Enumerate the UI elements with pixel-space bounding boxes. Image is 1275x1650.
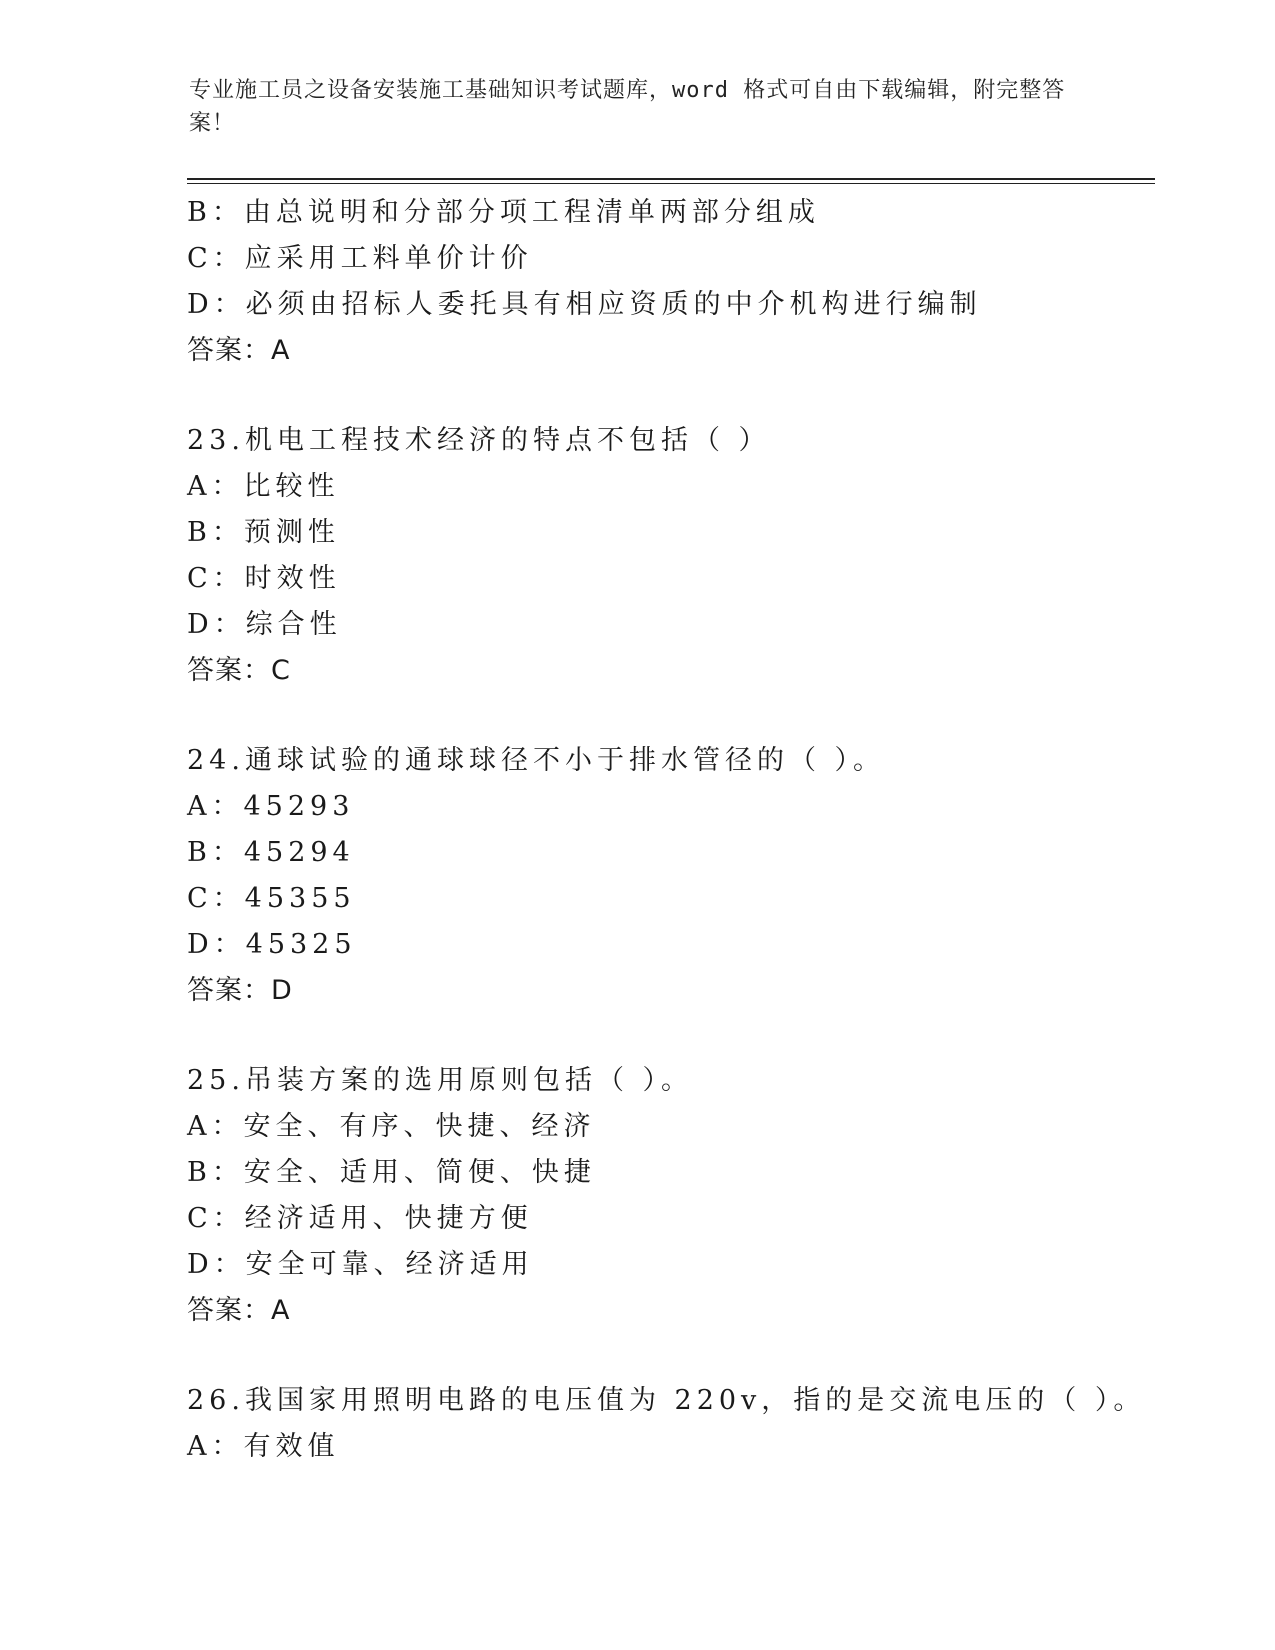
spacer [187,1014,1147,1058]
option-c: C：45355 [187,883,356,914]
continued-question [187,190,1147,374]
answer-line: 答案：A [187,335,291,366]
option-a: A：比较性 [187,471,340,502]
option-b: B：45294 [187,837,355,868]
header-rule-thick [187,178,1155,180]
option-c: C：应采用工料单价计价 [187,243,533,274]
option-a: A：有效值 [187,1431,340,1462]
question-25 [187,1058,1147,1334]
question-stem: 25.吊装方案的选用原则包括（ ）。 [187,1065,694,1096]
option-d: D：安全可靠、经济适用 [187,1249,534,1280]
question-list [187,190,1147,1470]
spacer [187,694,1147,738]
question-stem: 26.我国家用照明电路的电压值为 220v，指的是交流电压的（ ）。 [187,1385,1146,1416]
question-stem: 24.通球试验的通球球径不小于排水管径的（ ）。 [187,745,886,776]
question-26 [187,1378,1147,1470]
option-a: A：45293 [187,791,355,822]
option-b: B：由总说明和分部分项工程清单两部分组成 [187,197,820,228]
header-rule-thin [187,183,1155,184]
question-stem: 23.机电工程技术经济的特点不包括（ ） [187,425,771,456]
option-a: A：安全、有序、快捷、经济 [187,1111,596,1142]
spacer [187,374,1147,418]
option-c: C：时效性 [187,563,341,594]
question-23 [187,418,1147,694]
option-c: C：经济适用、快捷方便 [187,1203,533,1234]
option-d: D：综合性 [187,609,342,640]
option-d: D：必须由招标人委托具有相应资质的中介机构进行编制 [187,289,982,320]
option-b: B：预测性 [187,517,340,548]
answer-line: 答案：A [187,1295,291,1326]
option-d: D：45325 [187,929,357,960]
option-b: B：安全、适用、简便、快捷 [187,1157,596,1188]
document-header: 专业施工员之设备安装施工基础知识考试题库，word 格式可自由下载编辑，附完整答案！ [189,78,1066,136]
question-24 [187,738,1147,1014]
answer-line: 答案：C [187,655,291,686]
answer-line: 答案：D [187,975,293,1006]
spacer [187,1334,1147,1378]
